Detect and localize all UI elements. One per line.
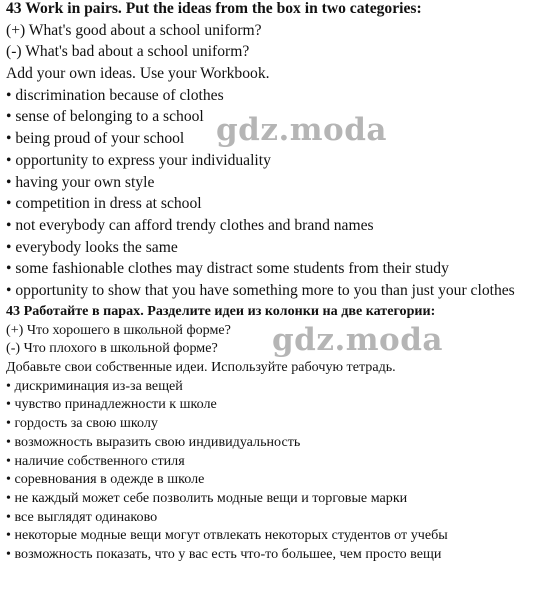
idea-item-ru: • возможность выразить свою индивидуальность [6, 433, 301, 450]
idea-item-ru: • соревнования в одежде в школе [6, 471, 205, 488]
idea-item-en: • competition in dress at school [6, 195, 202, 213]
idea-item-en: • everybody looks the same [6, 238, 178, 256]
idea-item-en: • discrimination because of clothes [6, 86, 224, 104]
idea-item-ru: • гордость за свою школу [6, 415, 158, 432]
idea-item-en: • opportunity to show that you have something more to you than just your clothes [6, 281, 515, 299]
exercise-english [6, 0, 515, 302]
idea-item-en: • having your own style [6, 173, 155, 191]
good-question-en: (+) What's good about a school uniform? [6, 21, 262, 39]
idea-item-en: • some fashionable clothes may distract some students from their study [6, 260, 449, 278]
idea-item-en: • being proud of your school [6, 130, 185, 148]
idea-item-ru: • чувство принадлежности к школе [6, 396, 217, 413]
exercise-heading-ru: 43 Работайте в парах. Разделите идеи из колонки на две категории: [6, 303, 436, 319]
bad-question-en: (-) What's bad about a school uniform? [6, 43, 250, 61]
good-question-ru: (+) Что хорошего в школьной форме? [6, 321, 231, 338]
idea-item-ru: • наличие собственного стиля [6, 452, 185, 469]
watermark: gdz.moda [272, 322, 443, 358]
idea-item-ru: • все выглядят одинаково [6, 508, 158, 525]
idea-item-en: • not everybody can afford trendy clothes and brand names [6, 216, 374, 234]
exercise-heading-en: 43 Work in pairs. Put the ideas from the box in two categories: [6, 0, 422, 17]
idea-item-ru: • некоторые модные вещи могут отвлекать некоторых студентов от учебы [6, 527, 448, 544]
watermark: gdz.moda [216, 112, 387, 148]
bad-question-ru: (-) Что плохого в школьной форме? [6, 340, 218, 357]
instruction-ru: Добавьте свои собственные идеи. Используйте рабочую тетрадь. [6, 359, 396, 376]
idea-item-ru: • дискриминация из-за вещей [6, 377, 183, 394]
idea-item-ru: • не каждый может себе позволить модные вещи и торговые марки [6, 489, 408, 506]
idea-item-ru: • возможность показать, что у вас есть что-то большее, чем просто вещи [6, 545, 442, 562]
exercise-russian [6, 302, 448, 564]
instruction-en: Add your own ideas. Use your Workbook. [6, 65, 270, 83]
idea-item-en: • sense of belonging to a school [6, 108, 204, 126]
idea-item-en: • opportunity to express your individuality [6, 151, 271, 169]
